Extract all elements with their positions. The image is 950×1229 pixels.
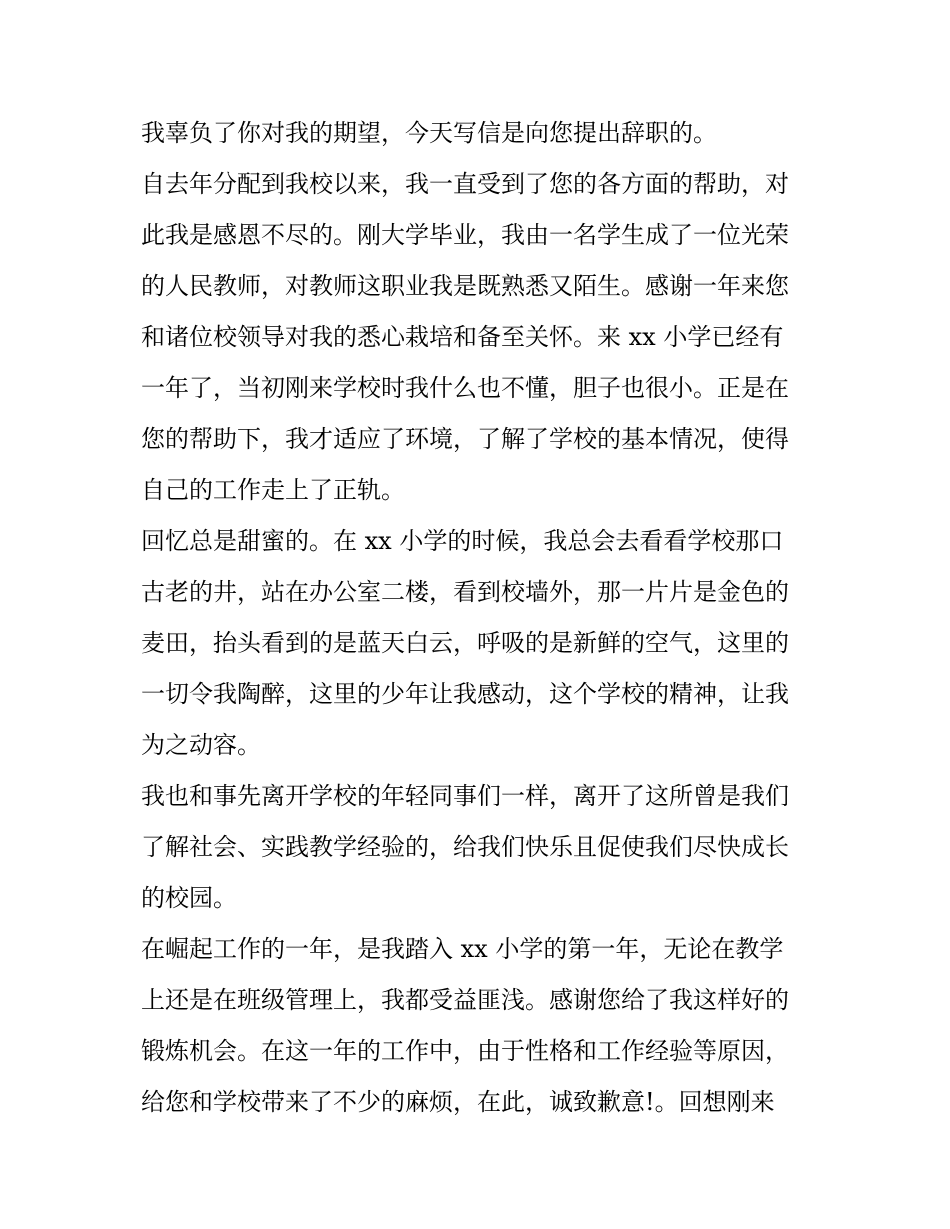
text-line: 的人民教师，对教师这职业我是既熟悉又陌生。感谢一年来您	[141, 272, 789, 300]
text-line: 麦田，抬头看到的是蓝天白云，呼吸的是新鲜的空气，这里的	[141, 629, 789, 657]
text-line: 的校园。	[141, 884, 237, 912]
text-line: 我辜负了你对我的期望，今天写信是向您提出辞职的。	[141, 119, 717, 147]
text-line: 回忆总是甜蜜的。在 xx 小学的时候，我总会去看看学校那口	[141, 527, 784, 555]
text-line: 锻炼机会。在这一年的工作中，由于性格和工作经验等原因，	[141, 1037, 789, 1065]
text-line: 自己的工作走上了正轨。	[141, 476, 405, 504]
text-line: 一年了，当初刚来学校时我什么也不懂，胆子也很小。正是在	[141, 374, 789, 402]
text-line: 和诸位校领导对我的悉心栽培和备至关怀。来 xx 小学已经有	[141, 323, 784, 351]
text-line: 自去年分配到我校以来，我一直受到了您的各方面的帮助，对	[141, 170, 789, 198]
text-line: 了解社会、实践教学经验的，给我们快乐且促使我们尽快成长	[141, 833, 789, 861]
text-line: 一切令我陶醉，这里的少年让我感动，这个学校的精神，让我	[141, 680, 789, 708]
text-line: 上还是在班级管理上，我都受益匪浅。感谢您给了我这样好的	[141, 986, 789, 1014]
text-line: 此我是感恩不尽的。刚大学毕业，我由一名学生成了一位光荣	[141, 221, 789, 249]
text-line: 古老的井，站在办公室二楼，看到校墙外，那一片片是金色的	[141, 578, 789, 606]
text-line: 我也和事先离开学校的年轻同事们一样，离开了这所曾是我们	[141, 782, 789, 810]
letter-body	[141, 108, 821, 1128]
text-line: 在崛起工作的一年，是我踏入 xx 小学的第一年，无论在教学	[141, 935, 784, 963]
text-line: 为之动容。	[141, 731, 261, 759]
text-line: 您的帮助下，我才适应了环境，了解了学校的基本情况，使得	[141, 425, 789, 453]
text-line: 给您和学校带来了不少的麻烦，在此，诚致歉意!。回想刚来	[141, 1088, 775, 1116]
